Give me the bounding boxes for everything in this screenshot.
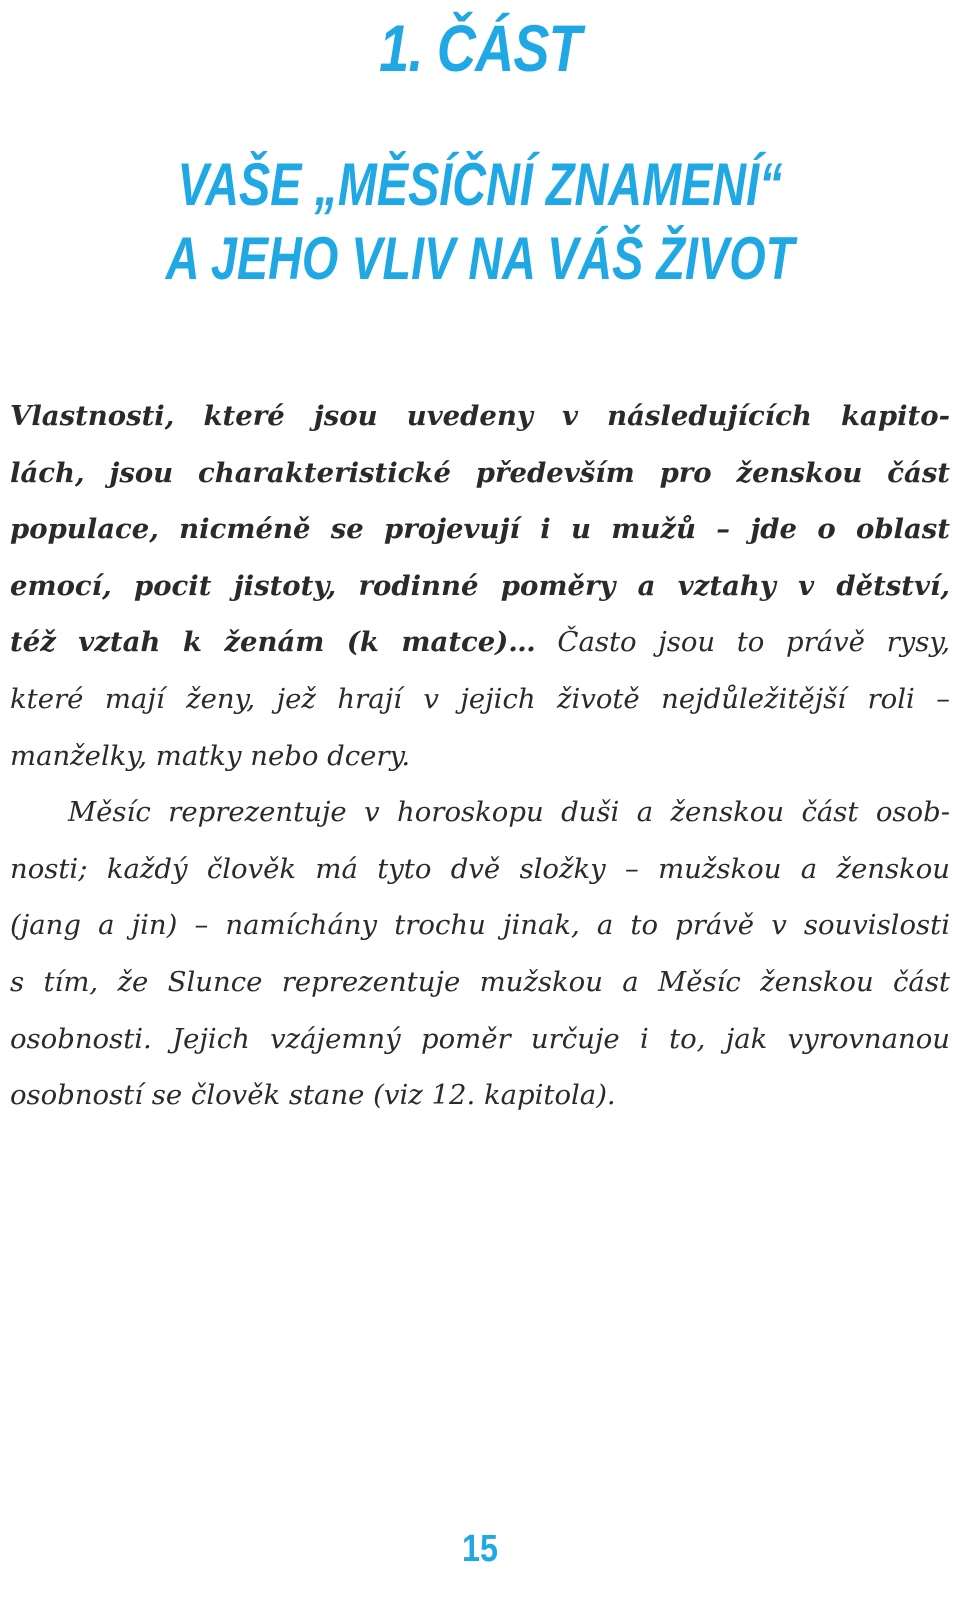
para2-line-1: Měsíc reprezentuje v horoskopu duši a ženskou část osob-	[68, 796, 950, 829]
chapter-title-line-1: VAŠE „MĚSÍČNÍ ZNAMENÍ“	[177, 151, 783, 218]
para1-line-5-regular: Často jsou to právě rysy,	[535, 626, 950, 659]
part-label: 1. ČÁST	[379, 11, 581, 85]
para1-line-4	[10, 558, 950, 615]
para2-line-5: osobnosti. Jejich vzájemný poměr určuje i to, jak vyrovnanou	[10, 1022, 950, 1055]
body-text	[10, 388, 950, 1124]
para1-line-4-bold: emocí, pocit jistoty, rodinné poměry a vztahy v dětství,	[10, 569, 950, 602]
para1-line-3-bold: populace, nicméně se projevují i u mužů – jde o oblast	[10, 513, 950, 546]
para1-line-5-bold: též vztah k ženám (k matce)…	[10, 626, 536, 659]
para1-line-1	[10, 388, 950, 445]
para1-line-1-bold: Vlastnosti, které jsou uvedeny v následujících kapito-	[10, 400, 950, 432]
para1-line-2	[10, 445, 950, 502]
para1-line-6-regular: které mají ženy, jež hrají v jejich životě nejdůležitější roli –	[10, 682, 950, 715]
para2-line-2: nosti; každý člověk má tyto dvě složky – mužskou a ženskou	[10, 852, 950, 885]
chapter-title	[106, 148, 855, 296]
para1-line-6	[10, 671, 950, 728]
para1-line-5	[10, 614, 950, 671]
chapter-title-line-2: A JEHO VLIV NA VÁŠ ŽIVOT	[165, 225, 795, 292]
para2-line-3: (jang a jin) – namíchány trochu jinak, a to právě v souvislosti	[10, 909, 950, 942]
para1-line-3	[10, 501, 950, 558]
para1-line-7	[10, 728, 950, 785]
para1-line-7-regular: manželky, matky nebo dcery.	[10, 739, 411, 772]
para2-line-6: osobností se člověk stane (viz 12. kapitola).	[10, 1079, 616, 1112]
page-number: 15	[462, 1528, 498, 1570]
para2-line-4: s tím, že Slunce reprezentuje mužskou a Měsíc ženskou část	[10, 965, 950, 998]
para1-line-2-bold: lách, jsou charakteristické především pro ženskou část	[10, 456, 950, 489]
